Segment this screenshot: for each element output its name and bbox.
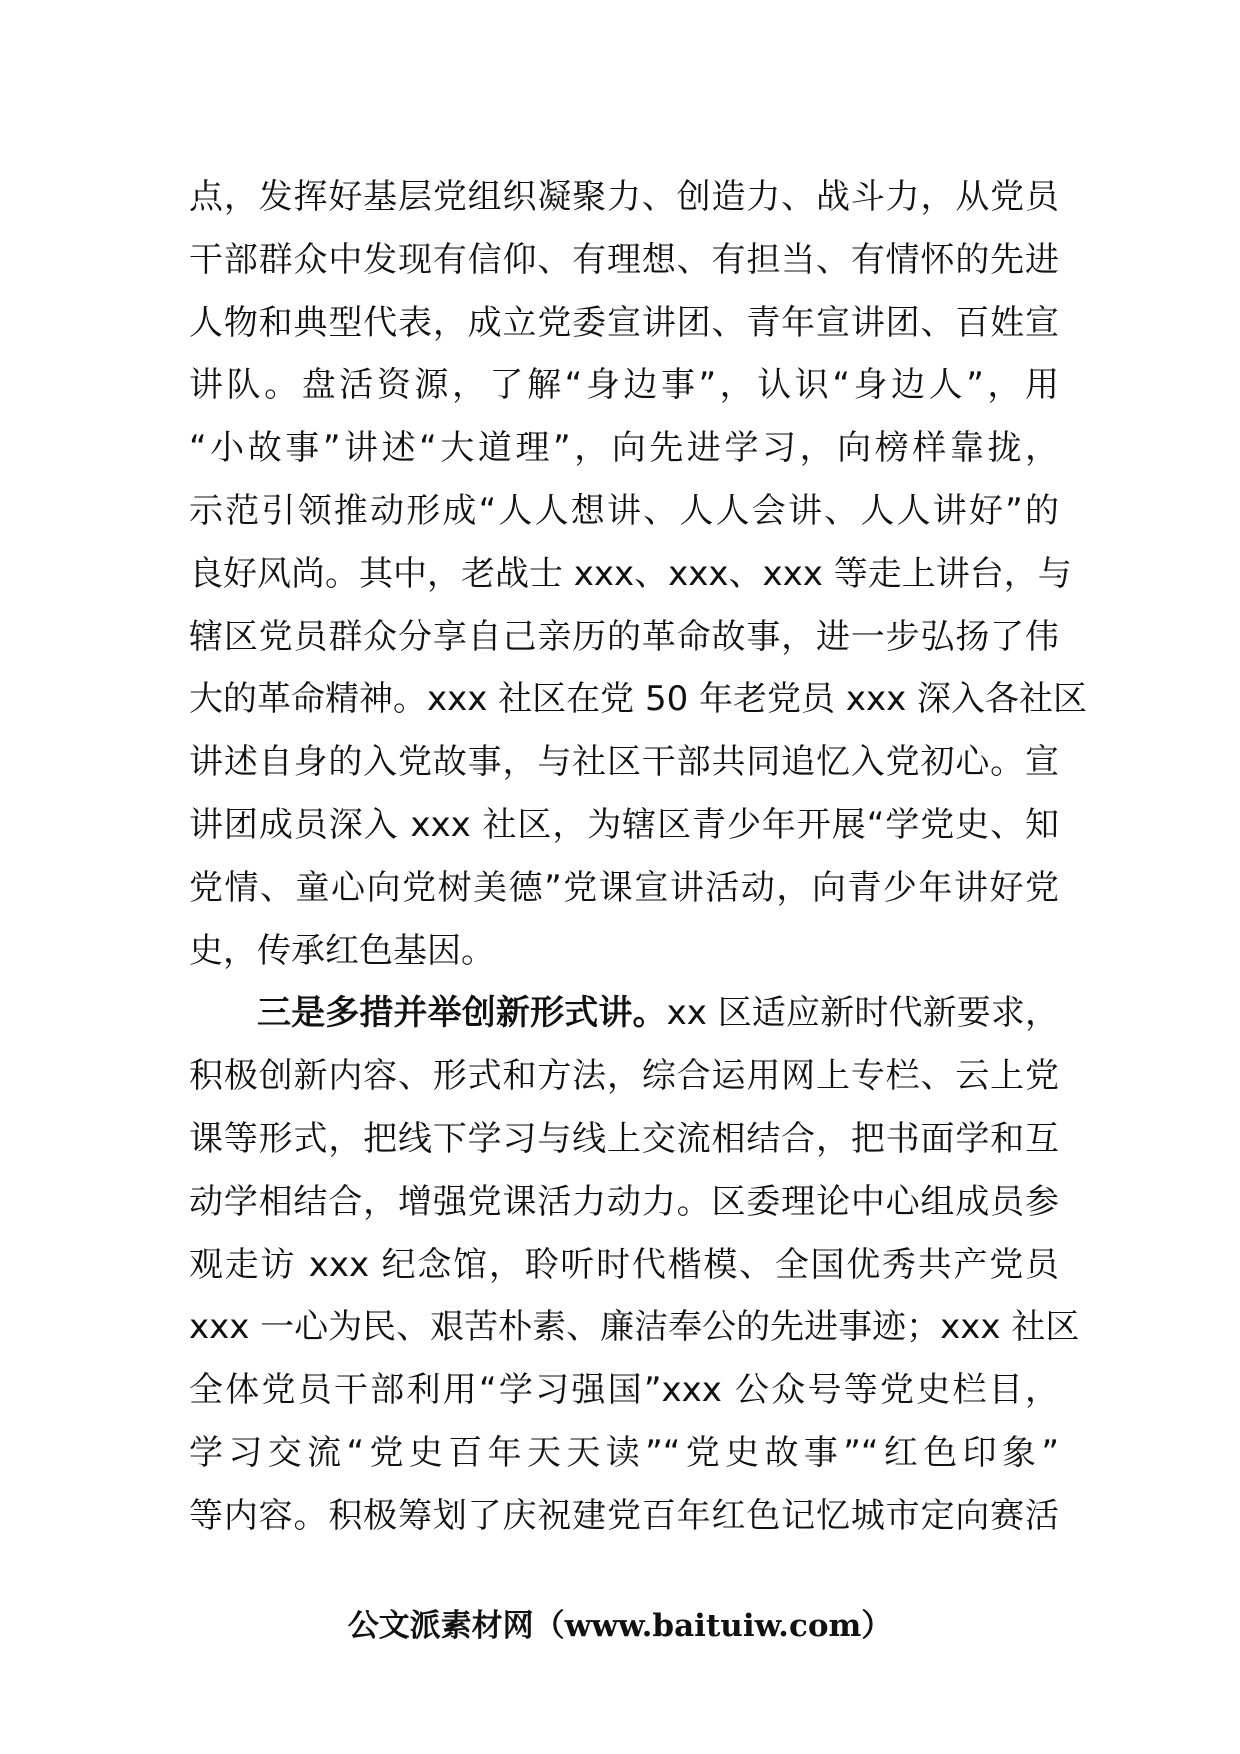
text-line: 干部群众中发现有信仰、有理想、有担当、有情怀的先进 (189, 239, 1059, 280)
text-line: 良好风尚。其中，老战士 xxx、xxx、xxx 等走上讲台，与 (189, 553, 1072, 594)
text-line: 党情、童心向党树美德”党课宣讲活动，向青少年讲好党 (189, 867, 1059, 908)
text-line: 辖区党员群众分享自己亲历的革命故事，进一步弘扬了伟 (189, 616, 1059, 657)
text-line: “小故事”讲述“大道理”，向先进学习，向榜样靠拢， (189, 428, 1059, 469)
text-line: 点，发挥好基层党组织凝聚力、创造力、战斗力，从党员 (189, 177, 1059, 217)
text-segment: xx 区适应新时代新要求， (666, 993, 1059, 1034)
text-line: 学习交流“党史百年天天读”“党史故事”“红色印象” (189, 1432, 1059, 1473)
text-line: 讲团成员深入 xxx 社区，为辖区青少年开展“学党史、知 (189, 804, 1059, 845)
text-line: 示范引领推动形成“人人想讲、人人会讲、人人讲好”的 (189, 490, 1059, 531)
section-heading: 三是多措并举创新形式讲。 (257, 993, 667, 1034)
text-line: 大的革命精神。xxx 社区在党 50 年老党员 xxx 深入各社区 (189, 679, 1088, 720)
footer-watermark: 公文派素材网（www.baituiw.com） (347, 1608, 893, 1644)
text-line: 课等形式，把线下学习与线上交流相结合，把书面学和互 (189, 1118, 1059, 1159)
text-line: 讲述自身的入党故事，与社区干部共同追忆入党初心。宣 (189, 742, 1059, 783)
text-line: 动学相结合，增强党课活力动力。区委理论中心组成员参 (189, 1181, 1059, 1222)
text-line: 讲队。盘活资源，了解“身边事”，认识“身边人”，用 (189, 365, 1059, 406)
text-line: 积极创新内容、形式和方法，综合运用网上专栏、云上党 (189, 1056, 1059, 1097)
text-line: xxx 一心为民、艰苦朴素、廉洁奉公的先进事迹；xxx 社区 (189, 1307, 1080, 1348)
text-line: 人物和典型代表，成立党委宣讲团、青年宣讲团、百姓宣 (189, 302, 1059, 343)
text-line: 全体党员干部利用“学习强国”xxx 公众号等党史栏目， (189, 1370, 1059, 1411)
text-line: 等内容。积极筹划了庆祝建党百年红色记忆城市定向赛活 (189, 1495, 1059, 1536)
body-text (189, 166, 1088, 1548)
paragraph-first-line (189, 982, 1059, 1045)
text-line: 史，传承红色基因。 (189, 930, 495, 971)
text-line: 观走访 xxx 纪念馆，聆听时代楷模、全国优秀共产党员 (189, 1244, 1059, 1285)
